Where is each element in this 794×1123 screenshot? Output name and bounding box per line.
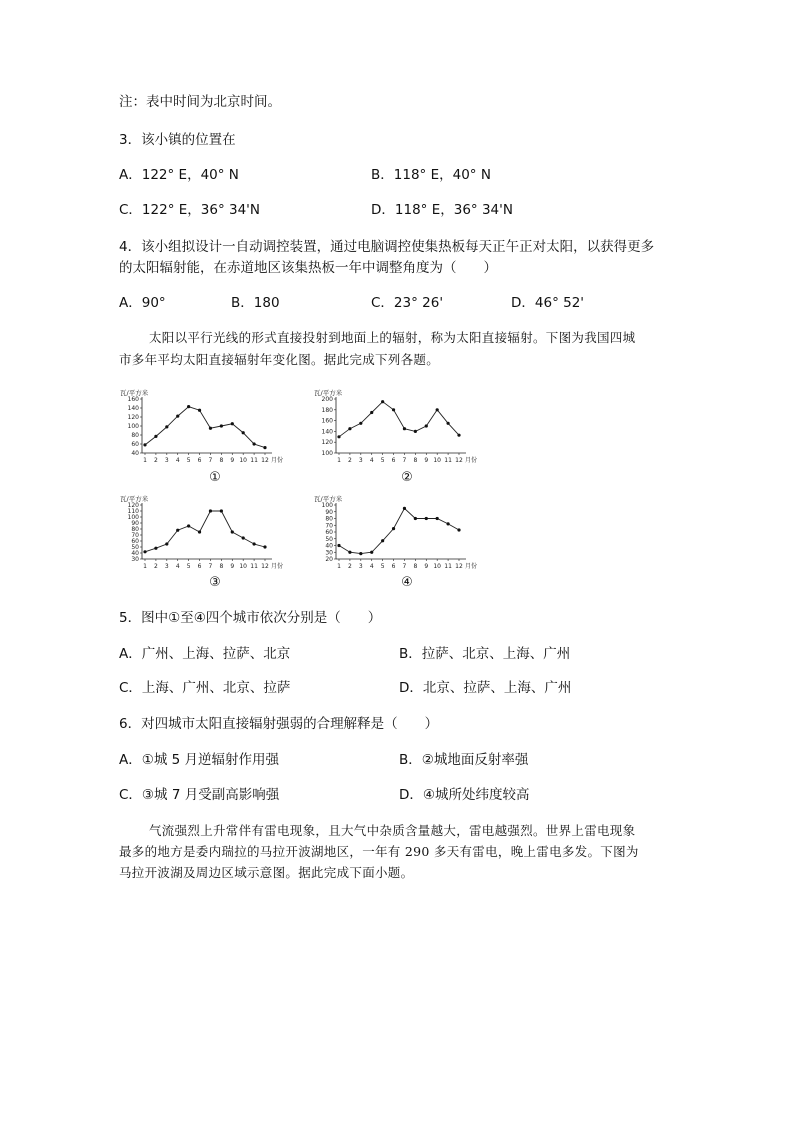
chart-2-ytick-5: 200	[321, 396, 333, 403]
chart-3-ytick-8: 110	[127, 508, 139, 515]
chart-4-series-line	[339, 508, 459, 553]
chart-2-point-2	[348, 427, 351, 430]
chart-1-ylabel: 瓦/平方米	[120, 389, 149, 397]
question-6-stem: 6．对四城市太阳直接辐射强弱的合理解释是（ ）	[119, 716, 439, 732]
chart-3-ytick-5: 80	[131, 526, 139, 533]
chart-2-point-8	[414, 430, 417, 433]
chart-3-series-line	[145, 511, 265, 552]
question-5-stem: 5．图中①至④四个城市依次分别是（ ）	[119, 610, 382, 626]
chart-4-point-2	[348, 551, 351, 554]
chart-4-xunit: 月份	[465, 563, 478, 570]
chart-2-xtick-0: 1	[337, 457, 341, 464]
chart-1-label: ①	[209, 470, 221, 485]
chart-3-xunit: 月份	[271, 563, 284, 570]
chart-2-xtick-3: 4	[369, 457, 374, 464]
chart-2-ytick-0: 100	[321, 450, 333, 457]
chart-1-point-5	[187, 405, 190, 408]
chart-1-xtick-1: 2	[153, 457, 158, 464]
chart-4-xtick-11: 12	[455, 563, 463, 570]
chart-3-point-7	[209, 509, 212, 512]
q3-option-a[interactable]: A．122° E，40° N	[119, 167, 239, 183]
chart-3-xtick-3: 4	[175, 563, 180, 570]
chart-3-point-9	[231, 530, 234, 533]
chart-3-xtick-6: 7	[208, 563, 213, 570]
passage-1-line-2: 市多年平均太阳直接辐射年变化图。据此完成下列各题。	[119, 352, 440, 367]
chart-1-point-2	[154, 435, 157, 438]
chart-1-xtick-0: 1	[143, 457, 147, 464]
chart-1-xtick-10: 11	[250, 457, 258, 464]
chart-3-point-11	[252, 542, 255, 545]
chart-4-xtick-7: 8	[413, 563, 418, 570]
chart-4-ylabel: 瓦/平方米	[314, 495, 343, 503]
chart-2-xtick-9: 10	[433, 457, 442, 464]
chart-4-xtick-0: 1	[337, 563, 341, 570]
chart-4-ytick-1: 30	[325, 549, 333, 557]
q5-option-d[interactable]: D．北京、拉萨、上海、广州	[399, 680, 572, 696]
chart-2-xtick-5: 6	[391, 457, 396, 464]
chart-1-point-8	[220, 424, 223, 427]
chart-4-xtick-2: 3	[358, 563, 363, 570]
q6-option-a[interactable]: A．①城 5 月逆辐射作用强	[119, 752, 280, 768]
chart-1-xtick-7: 8	[219, 457, 224, 464]
chart-2	[312, 387, 497, 467]
chart-1-ytick-3: 100	[127, 423, 139, 430]
chart-4-ytick-3: 50	[325, 535, 333, 543]
chart-3-point-10	[242, 536, 245, 539]
q5-option-c[interactable]: C．上海、广州、北京、拉萨	[119, 680, 291, 696]
chart-4-ytick-6: 80	[325, 515, 333, 523]
chart-4-ytick-8: 100	[321, 502, 333, 509]
chart-4-point-12	[457, 528, 460, 531]
chart-2-label: ②	[401, 470, 413, 485]
chart-4-point-3	[359, 552, 362, 555]
q6-option-d[interactable]: D．④城所处纬度较高	[399, 787, 530, 803]
chart-1-ytick-5: 140	[127, 405, 139, 412]
chart-4-xtick-6: 7	[402, 563, 407, 570]
chart-1-xtick-8: 9	[230, 457, 235, 464]
q3-option-d[interactable]: D．118° E，36° 34'N	[371, 202, 513, 218]
chart-2-xtick-7: 8	[413, 457, 418, 464]
question-4-stem-line-2: 的太阳辐射能，在赤道地区该集热板一年中调整角度为（ ）	[119, 260, 497, 276]
chart-1-xtick-9: 10	[239, 457, 248, 464]
chart-2-point-6	[392, 408, 395, 411]
chart-3-point-1	[143, 550, 146, 553]
chart-2-point-9	[425, 424, 428, 427]
chart-3-point-2	[154, 547, 157, 550]
chart-3-ytick-7: 100	[127, 514, 139, 521]
chart-2-point-11	[446, 422, 449, 425]
chart-3-ytick-4: 70	[131, 532, 139, 539]
chart-4-xtick-8: 9	[424, 563, 429, 570]
chart-3-ytick-3: 60	[131, 538, 139, 545]
chart-4-ytick-4: 60	[325, 529, 333, 536]
chart-4-point-10	[436, 517, 439, 520]
chart-2-xunit: 月份	[465, 457, 478, 464]
chart-3-ylabel: 瓦/平方米	[120, 495, 149, 503]
chart-4-point-11	[446, 522, 449, 525]
chart-4-xtick-9: 10	[433, 563, 442, 570]
chart-3-xtick-0: 1	[143, 563, 147, 570]
chart-3-point-5	[187, 524, 190, 527]
chart-2-xtick-4: 5	[380, 457, 385, 464]
chart-3-xtick-10: 11	[250, 563, 258, 570]
chart-4-point-5	[381, 539, 384, 542]
q4-option-b[interactable]: B．180	[231, 295, 280, 311]
chart-3-ytick-2: 50	[131, 544, 139, 551]
chart-2-point-10	[436, 408, 439, 411]
chart-2-point-12	[457, 434, 460, 437]
chart-4-ytick-0: 20	[325, 556, 333, 563]
chart-2-ytick-3: 160	[321, 417, 333, 425]
chart-3-xtick-7: 8	[219, 563, 224, 570]
chart-1-point-6	[198, 409, 201, 412]
chart-4-xtick-5: 6	[391, 563, 396, 570]
question-4-stem-line-1: 4．该小组拟设计一自动调控装置，通过电脑调控使集热板每天正午正对太阳，以获得更多	[119, 239, 655, 255]
chart-2-xtick-11: 12	[455, 457, 463, 464]
chart-2-point-4	[370, 411, 373, 414]
chart-3-point-4	[176, 529, 179, 532]
chart-4-point-4	[370, 551, 373, 554]
chart-2-xtick-8: 9	[424, 457, 429, 464]
chart-1-xtick-6: 7	[208, 457, 213, 464]
chart-2-ytick-4: 180	[321, 406, 333, 414]
chart-2-ytick-2: 140	[321, 428, 333, 436]
chart-4-point-1	[337, 544, 340, 547]
chart-2-ylabel: 瓦/平方米	[314, 389, 343, 397]
chart-1-xtick-2: 3	[164, 457, 169, 464]
chart-2-ytick-1: 120	[321, 439, 333, 447]
chart-1-point-11	[252, 442, 255, 445]
chart-1-point-9	[231, 422, 234, 425]
chart-1-point-4	[176, 415, 179, 418]
chart-1-point-7	[209, 427, 212, 430]
chart-4-ytick-5: 70	[325, 522, 333, 530]
q3-option-c[interactable]: C．122° E，36° 34'N	[119, 202, 260, 218]
chart-4	[312, 493, 497, 573]
chart-3-point-6	[198, 530, 201, 533]
chart-1	[118, 387, 303, 467]
passage-1-line-1: 太阳以平行光线的形式直接投射到地面上的辐射，称为太阳直接辐射。下图为我国四城	[149, 330, 636, 345]
chart-1-xunit: 月份	[271, 457, 284, 464]
q6-option-b[interactable]: B．②城地面反射率强	[399, 752, 529, 768]
chart-4-xtick-1: 2	[347, 563, 352, 570]
chart-2-xtick-2: 3	[358, 457, 363, 464]
table-note: 注：表中时间为北京时间。	[119, 94, 281, 110]
chart-3-xtick-11: 12	[261, 563, 269, 570]
chart-4-point-9	[425, 517, 428, 520]
chart-1-ytick-6: 160	[127, 396, 139, 403]
chart-4-point-6	[392, 527, 395, 530]
chart-3-ytick-1: 40	[131, 550, 139, 557]
chart-1-series-line	[145, 407, 265, 448]
chart-3-ytick-0: 30	[131, 556, 139, 563]
chart-1-point-12	[263, 446, 266, 449]
chart-1-xtick-3: 4	[175, 457, 180, 464]
chart-3-ytick-9: 120	[127, 502, 139, 509]
chart-3	[118, 493, 303, 573]
q4-option-c[interactable]: C．23° 26'	[371, 295, 444, 311]
chart-4-ytick-2: 40	[325, 542, 333, 550]
chart-3-label: ③	[209, 575, 221, 590]
chart-2-point-7	[403, 427, 406, 430]
q5-option-b[interactable]: B．拉萨、北京、上海、广州	[399, 646, 571, 662]
chart-3-xtick-4: 5	[186, 563, 191, 570]
chart-3-xtick-1: 2	[153, 563, 158, 570]
chart-2-xtick-10: 11	[444, 457, 452, 464]
q4-option-d[interactable]: D．46° 52'	[511, 295, 585, 311]
chart-2-point-5	[381, 400, 384, 403]
passage-2-line-2: 最多的地方是委内瑞拉的马拉开波湖地区，一年有 290 多天有雷电，晚上雷电多发。下图为	[119, 844, 639, 859]
chart-4-xtick-10: 11	[444, 563, 452, 570]
chart-3-point-12	[263, 545, 266, 548]
q4-option-a[interactable]: A．90°	[119, 295, 166, 311]
chart-4-xtick-3: 4	[369, 563, 374, 570]
chart-2-point-1	[337, 435, 340, 438]
q3-option-b[interactable]: B．118° E，40° N	[371, 167, 491, 183]
chart-3-xtick-9: 10	[239, 563, 248, 570]
chart-1-ytick-0: 40	[131, 450, 139, 457]
chart-1-ytick-2: 80	[131, 432, 139, 439]
q5-option-a[interactable]: A．广州、上海、拉萨、北京	[119, 646, 291, 662]
passage-2-line-3: 马拉开波湖及周边区域示意图。据此完成下面小题。	[119, 865, 414, 880]
chart-1-ytick-4: 120	[127, 414, 139, 421]
chart-1-xtick-5: 6	[197, 457, 202, 464]
chart-2-xtick-1: 2	[347, 457, 352, 464]
chart-4-point-8	[414, 517, 417, 520]
chart-4-xtick-4: 5	[380, 563, 385, 570]
chart-2-xtick-6: 7	[402, 457, 407, 464]
chart-4-ytick-7: 90	[325, 508, 333, 516]
chart-1-xtick-11: 12	[261, 457, 269, 464]
chart-1-xtick-4: 5	[186, 457, 191, 464]
chart-1-point-3	[165, 425, 168, 428]
question-3-stem: 3．该小镇的位置在	[119, 132, 236, 148]
chart-3-point-3	[165, 542, 168, 545]
q6-option-c[interactable]: C．③城 7 月受副高影响强	[119, 787, 280, 803]
chart-3-ytick-6: 90	[131, 520, 139, 527]
chart-1-ytick-1: 60	[131, 441, 139, 448]
chart-3-xtick-8: 9	[230, 563, 235, 570]
chart-1-point-10	[242, 431, 245, 434]
chart-1-point-1	[143, 443, 146, 446]
chart-4-label: ④	[401, 575, 413, 590]
chart-2-series-line	[339, 402, 459, 437]
passage-2-line-1: 气流强烈上升常伴有雷电现象，且大气中杂质含量越大，雷电越强烈。世界上雷电现象	[149, 823, 636, 838]
chart-2-point-3	[359, 422, 362, 425]
chart-3-point-8	[220, 509, 223, 512]
chart-3-xtick-5: 6	[197, 563, 202, 570]
chart-4-point-7	[403, 507, 406, 510]
chart-3-xtick-2: 3	[164, 563, 169, 570]
